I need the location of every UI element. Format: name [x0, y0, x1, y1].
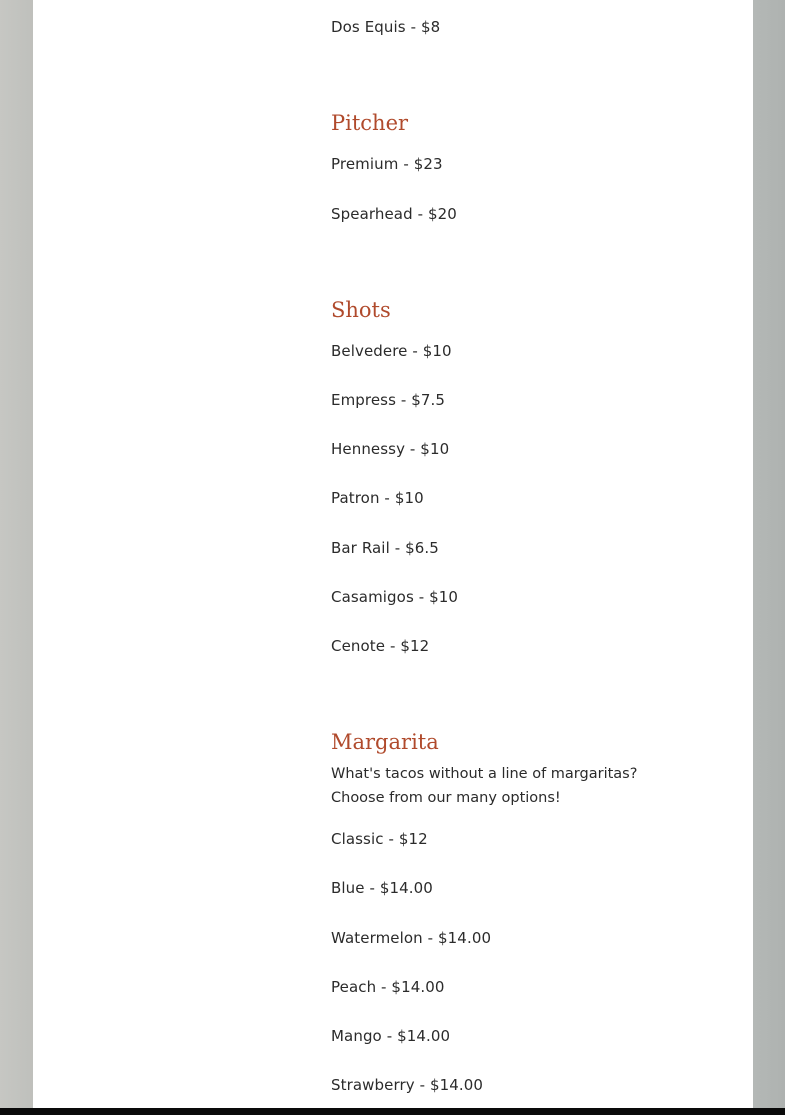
margarita-description-line-2: Choose from our many options!	[331, 790, 561, 806]
menu-item-dos-equis: Dos Equis - $8	[331, 18, 441, 36]
menu-item-spearhead: Spearhead - $20	[331, 205, 457, 223]
menu-item-blue: Blue - $14.00	[331, 879, 433, 897]
bottom-edge-bar	[0, 1108, 785, 1115]
menu-item-bar-rail: Bar Rail - $6.5	[331, 539, 439, 557]
menu-item-cenote: Cenote - $12	[331, 637, 430, 655]
section-title-margarita: Margarita	[331, 730, 439, 754]
menu-item-classic: Classic - $12	[331, 830, 428, 848]
menu-item-hennessy: Hennessy - $10	[331, 440, 450, 458]
menu-item-strawberry: Strawberry - $14.00	[331, 1076, 484, 1094]
menu-item-watermelon: Watermelon - $14.00	[331, 929, 492, 947]
section-title-shots: Shots	[331, 298, 391, 322]
menu-item-casamigos: Casamigos - $10	[331, 588, 459, 606]
section-title-pitcher: Pitcher	[331, 111, 409, 135]
menu-item-empress: Empress - $7.5	[331, 391, 446, 409]
menu-item-premium: Premium - $23	[331, 155, 443, 173]
menu-item-belvedere: Belvedere - $10	[331, 342, 452, 360]
margarita-description-line-1: What's tacos without a line of margaritas?	[331, 766, 638, 782]
menu-item-patron: Patron - $10	[331, 489, 424, 507]
margarita-description	[331, 762, 651, 810]
menu-page	[33, 0, 753, 1108]
menu-item-mango: Mango - $14.00	[331, 1027, 451, 1045]
menu-item-peach: Peach - $14.00	[331, 978, 445, 996]
